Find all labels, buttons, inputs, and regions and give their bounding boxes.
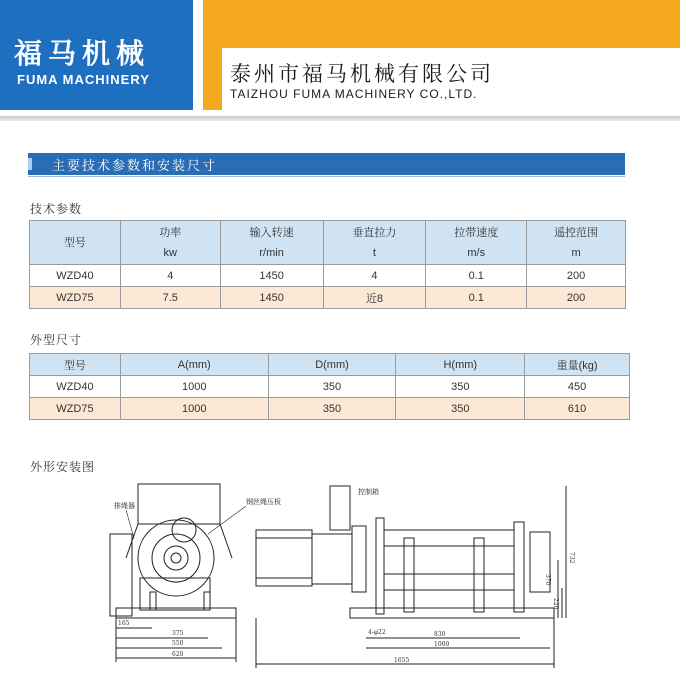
header-cell: A(mm)	[120, 354, 268, 376]
left-view-small-wheel	[172, 518, 196, 542]
dim-165-label: 165	[118, 620, 130, 627]
dim-1000-label: 1000	[434, 641, 450, 648]
left-view-drum-inner	[164, 546, 188, 570]
dim-370-label: 370	[544, 574, 551, 586]
table-cell: 近8	[323, 287, 426, 309]
right-view-control-box	[330, 486, 350, 530]
right-view-end-plate	[514, 522, 524, 612]
table-cell: 1000	[120, 398, 268, 420]
right-view-gearbox	[312, 534, 352, 584]
company-name-english: TAIZHOU FUMA MACHINERY CO.,LTD.	[230, 87, 478, 101]
page-header	[0, 0, 680, 118]
header-label: 型号	[63, 236, 86, 249]
table-cell: 1000	[120, 376, 268, 398]
dim-550-label: 550	[172, 640, 184, 647]
header-label: 垂直拉力	[352, 226, 397, 239]
right-view-post	[474, 538, 484, 612]
dim-375-label: 375	[172, 630, 184, 637]
table-row	[30, 287, 626, 309]
right-view-post	[404, 538, 414, 612]
header-unit: t	[372, 246, 376, 259]
table-header-row	[30, 354, 630, 376]
table-cell: 1450	[220, 265, 323, 287]
left-view-top-frame	[138, 484, 220, 524]
table-cell: WZD75	[30, 398, 121, 420]
table-cell: 350	[268, 376, 396, 398]
header-cell: D(mm)	[268, 354, 396, 376]
right-view-end-plate	[376, 518, 384, 614]
header-cell	[527, 221, 626, 265]
installation-drawing	[96, 478, 616, 683]
table-header-row	[30, 221, 626, 265]
left-view-drum-outer	[138, 520, 214, 596]
header-cell: H(mm)	[396, 354, 525, 376]
dimensions-table	[29, 353, 630, 420]
table-row	[30, 398, 630, 420]
left-view-drum-mid	[152, 534, 200, 582]
pressure-plate-label: 钢丝绳压板	[246, 498, 281, 506]
left-view-bolt	[150, 592, 156, 610]
table-cell: WZD40	[30, 265, 121, 287]
header-cell: 重量(kg)	[525, 354, 630, 376]
drawing-title: 外形安装图	[30, 460, 96, 474]
header-label: 功率	[159, 226, 182, 239]
controller-label: 控制箱	[358, 488, 379, 496]
header-cell	[30, 221, 121, 265]
left-part-label: 排绳器	[114, 502, 135, 510]
header-label: 拉带速度	[454, 226, 499, 239]
table-cell: 4	[323, 265, 426, 287]
logo-chinese: 福马机械	[14, 37, 151, 70]
left-view-bolt	[204, 592, 210, 610]
header-label: 输入转速	[249, 226, 294, 239]
dimensions-title: 外型尺寸	[30, 333, 83, 347]
header-unit: kw	[163, 246, 177, 259]
header-accent-corner	[203, 56, 223, 110]
dim-732-label: 732	[568, 552, 575, 564]
table-cell: WZD40	[30, 376, 121, 398]
header-unit: m	[571, 246, 581, 259]
table-cell: 450	[525, 376, 630, 398]
section-title: 主要技术参数和安装尺寸	[52, 159, 218, 174]
dim-220-label: 220	[552, 598, 559, 610]
table-cell: 350	[268, 398, 396, 420]
table-cell: 350	[396, 398, 525, 420]
header-unit: m/s	[467, 246, 486, 259]
table-row	[30, 376, 630, 398]
dim-620-label: 620	[172, 651, 184, 658]
bolt-label: 4-φ22	[368, 629, 386, 636]
left-view-drum-hub	[171, 553, 181, 563]
dim-830-label: 830	[434, 631, 446, 638]
header-cell: 型号	[30, 354, 121, 376]
section-underline	[28, 176, 625, 177]
logo-block	[0, 0, 193, 110]
right-view-flange	[352, 526, 366, 592]
table-cell: 610	[525, 398, 630, 420]
tech-params-title: 技术参数	[30, 202, 83, 216]
header-unit: r/min	[259, 246, 284, 259]
table-cell: 4	[120, 265, 220, 287]
table-cell: 7.5	[120, 287, 220, 309]
header-cell	[426, 221, 527, 265]
section-title-bar	[28, 153, 625, 175]
company-name-chinese: 泰州市福马机械有限公司	[230, 62, 494, 86]
tech-params-table	[29, 220, 626, 309]
table-cell: 1450	[220, 287, 323, 309]
header-divider	[0, 116, 680, 121]
table-cell: 0.1	[426, 265, 527, 287]
table-row	[30, 265, 626, 287]
left-view-side-plate	[110, 534, 132, 616]
left-view-frame-line	[220, 524, 232, 558]
table-cell: 350	[396, 376, 525, 398]
table-cell: 200	[527, 265, 626, 287]
header-cell	[323, 221, 426, 265]
header-label: 遥控范围	[554, 226, 599, 239]
leader-line	[208, 506, 246, 534]
header-cell	[220, 221, 323, 265]
logo-english: FUMA MACHINERY	[17, 72, 150, 87]
table-cell: WZD75	[30, 287, 121, 309]
header-cell	[120, 221, 220, 265]
dim-1655-label: 1655	[394, 657, 410, 664]
table-cell: 0.1	[426, 287, 527, 309]
table-cell: 200	[527, 287, 626, 309]
right-view-base	[350, 608, 554, 618]
